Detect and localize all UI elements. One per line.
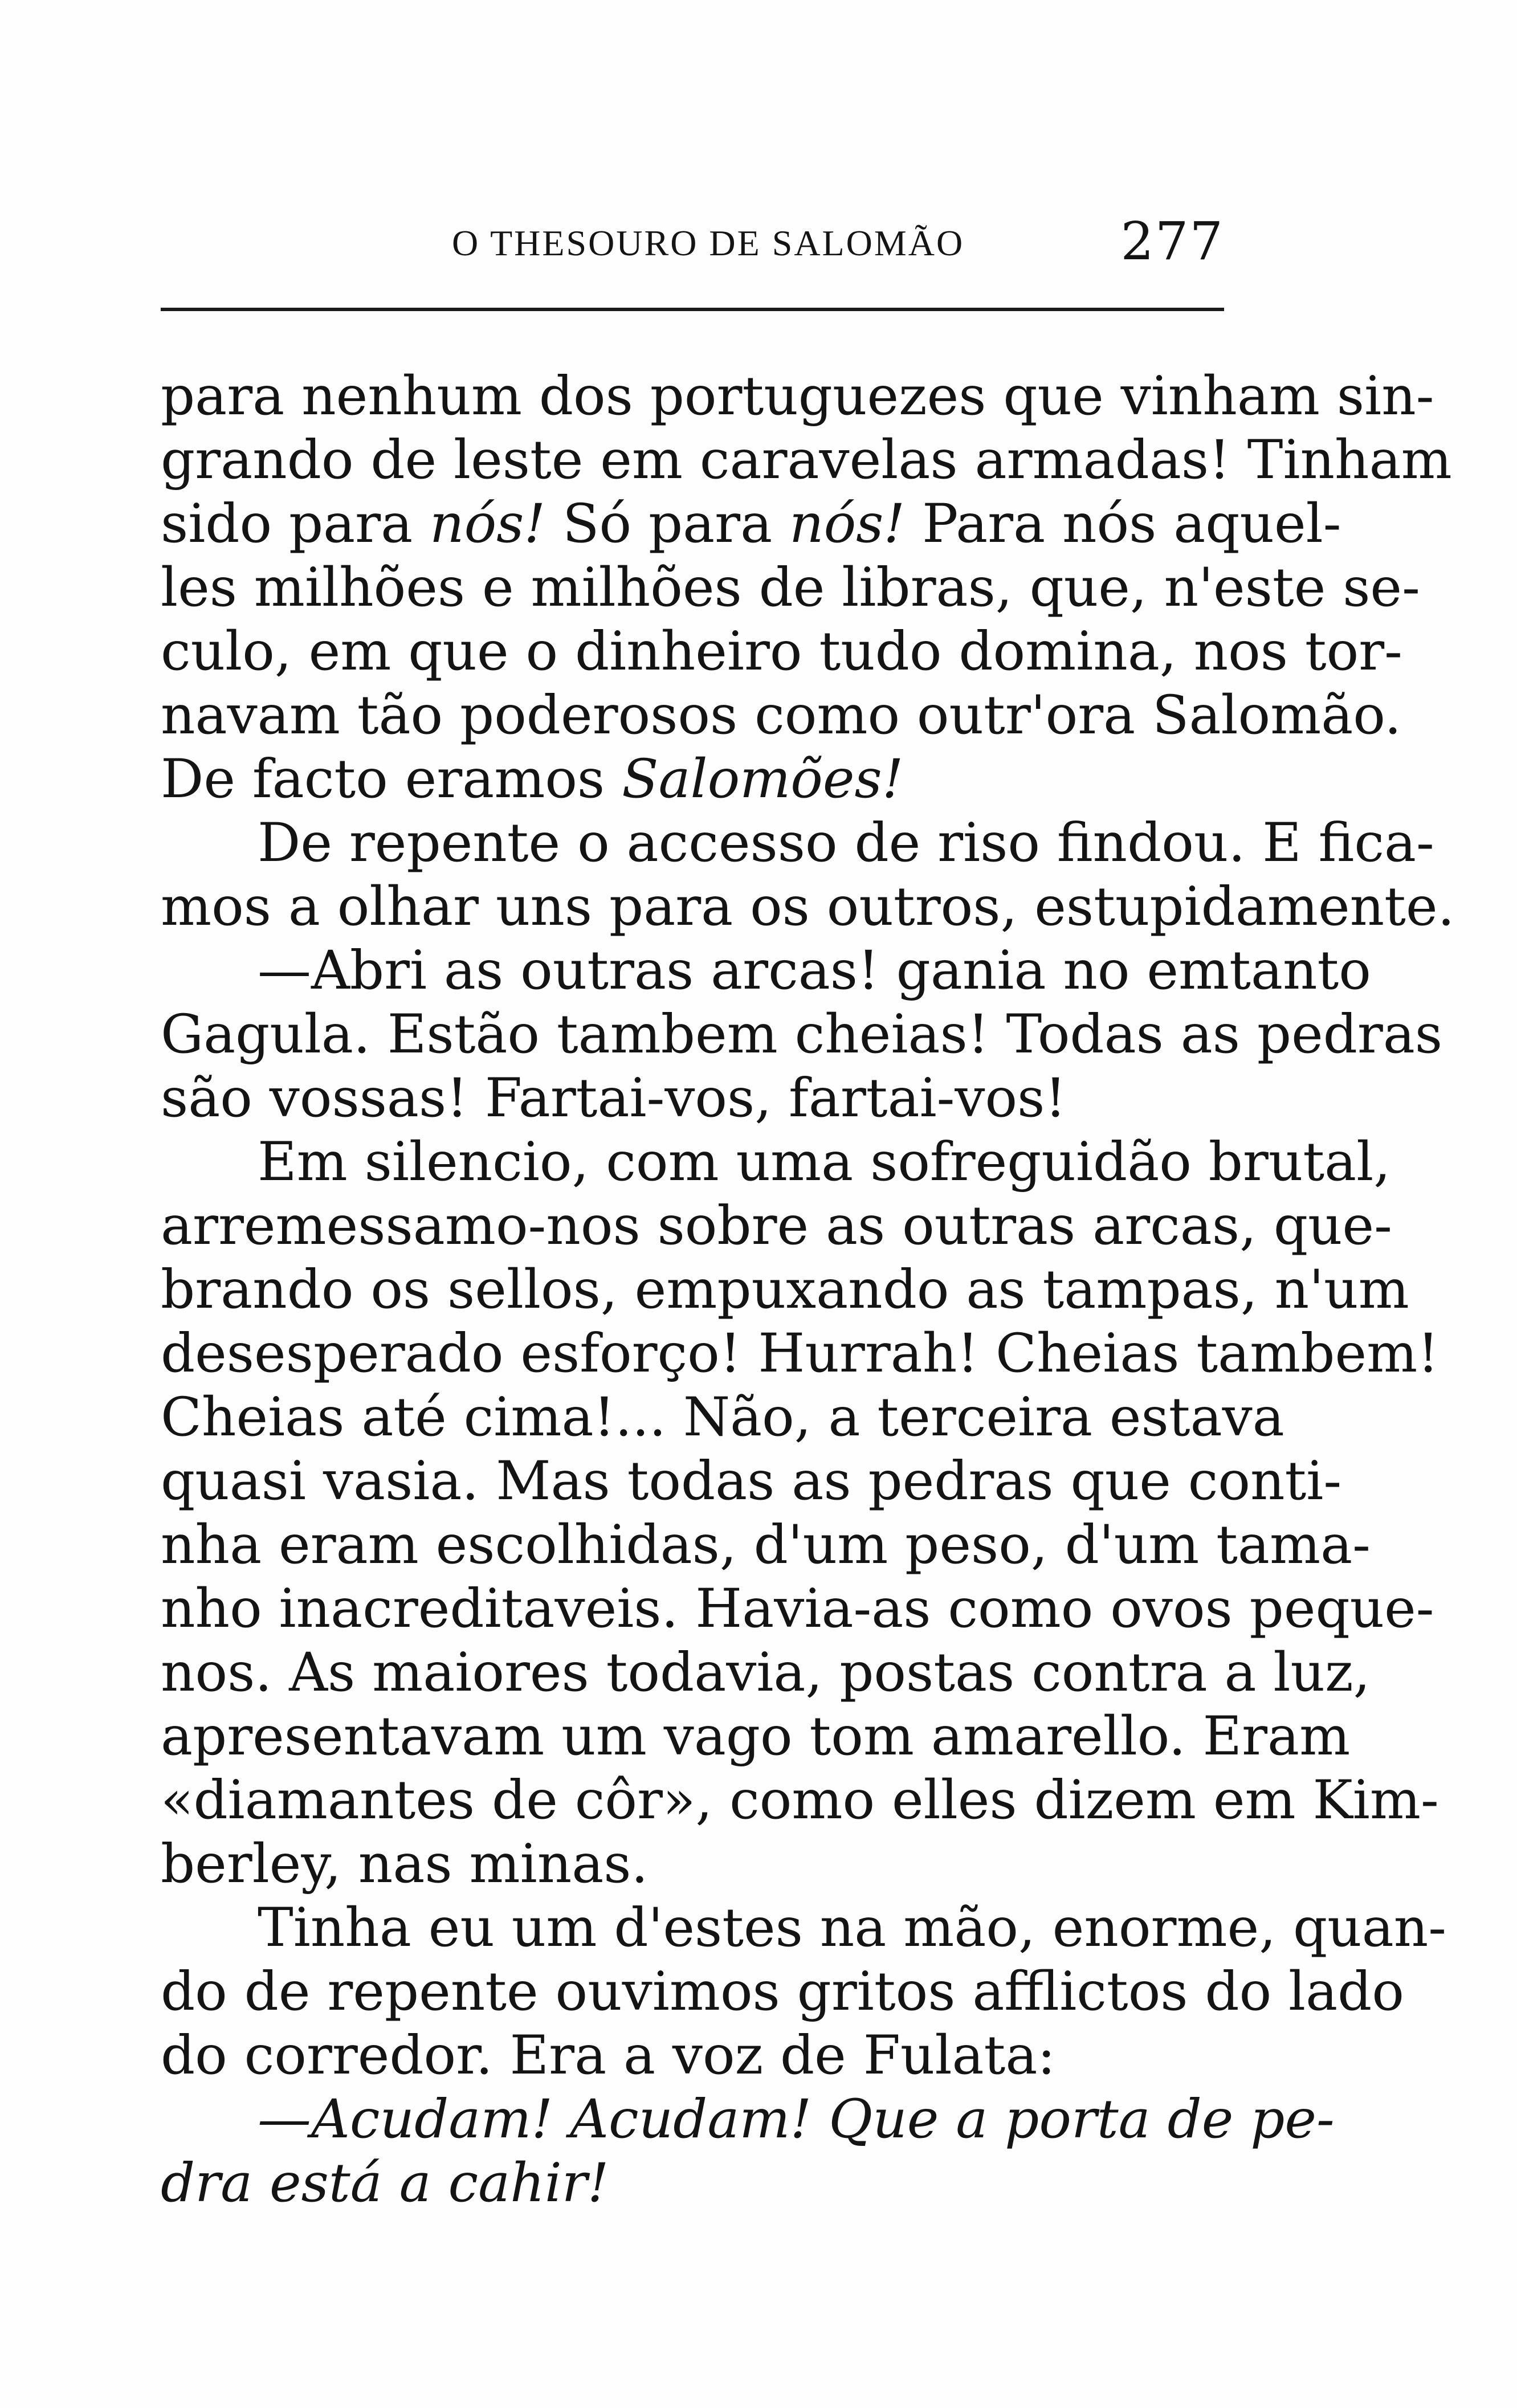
text-line: culo, em que o dinheiro tudo domina, nos tor-	[161, 621, 1402, 683]
running-title: O THESOURO DE SALOMÃO	[452, 223, 965, 263]
text-line	[161, 748, 1224, 811]
text-line: les milhões e milhões de libras, que, n'este se-	[161, 557, 1420, 619]
text-line: arremessamo-nos sobre as outras arcas, que-	[161, 1195, 1392, 1257]
emphasis-text: nós!	[789, 493, 906, 555]
text-line: nos. As maiores todavia, postas contra a luz,	[161, 1642, 1371, 1704]
text-line: apresentavam um vago tom amarello. Eram	[161, 1705, 1351, 1768]
text-line: nha eram escolhidas, d'um peso, d'um tama-	[161, 1514, 1371, 1576]
text-line: desesperado esforço! Hurrah! Cheias tambem!	[161, 1323, 1439, 1385]
text-line: grando de leste em caravelas armadas! Tinham	[161, 429, 1452, 491]
emphasis-text: Salomões!	[622, 748, 904, 810]
text-line: «diamantes de côr», como elles dizem em Kim-	[161, 1769, 1439, 1831]
text-segment: sido para	[161, 493, 413, 555]
body-text	[161, 365, 1455, 2215]
text-line: quasi vasia. Mas todas as pedras que conti-	[161, 1450, 1342, 1512]
text-line	[161, 492, 1341, 556]
text-line: —Abri as outras arcas! gania no emtanto	[258, 940, 1371, 1002]
text-line: são vossas! Fartai-vos, fartai-vos!	[161, 1067, 1067, 1129]
text-line: Gagula. Estão tambem cheias! Todas as pedras	[161, 1003, 1443, 1066]
text-line: De repente o accesso de riso findou. E fica-	[258, 812, 1434, 874]
text-line: Cheias até cima!... Não, a terceira estava	[161, 1386, 1284, 1448]
text-line: —Acudam! Acudam! Que a porta de pe-	[258, 2088, 1335, 2150]
text-segment: De facto eramos	[161, 748, 605, 810]
text-segment: Para nós aquel-	[922, 493, 1341, 555]
header-rule	[161, 308, 1224, 311]
running-head	[164, 211, 1224, 274]
text-line: nho inacreditaveis. Havia-as como ovos peque-	[161, 1578, 1434, 1640]
text-line: Tinha eu um d'estes na mão, enorme, quan-	[258, 1897, 1447, 1959]
page-number: 277	[1120, 211, 1224, 272]
text-line: navam tão poderosos como outr'ora Salomão.	[161, 684, 1402, 746]
text-segment: Só para	[562, 493, 773, 555]
text-line: do corredor. Era a voz de Fulata:	[161, 2025, 1056, 2087]
text-line: Em silencio, com uma sofreguidão brutal,	[258, 1131, 1391, 1193]
text-line: do de repente ouvimos gritos afflictos do lado	[161, 1961, 1404, 2023]
text-line: berley, nas minas.	[161, 1833, 649, 1895]
text-line: para nenhum dos portuguezes que vinham sin-	[161, 365, 1434, 427]
emphasis-text: nós!	[430, 493, 546, 555]
text-line: dra está a cahir!	[161, 2152, 609, 2214]
text-line: brando os sellos, empuxando as tampas, n'um	[161, 1259, 1409, 1321]
text-line: mos a olhar uns para os outros, estupidamente.	[161, 876, 1455, 938]
